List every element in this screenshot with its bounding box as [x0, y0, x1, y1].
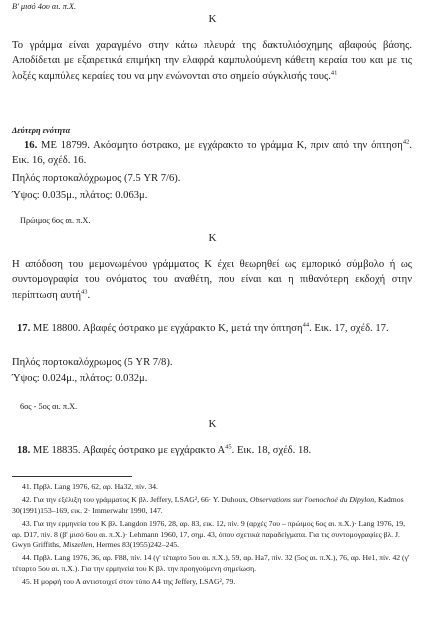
item-16-number: 16. — [24, 140, 38, 151]
letter-k-1: Κ — [208, 13, 217, 25]
paragraph-2-text: Η απόδοση του μεμονωμένου γράμματος Κ έχει θεωρηθεί ως εμπορικό σύμβολο ή ως συντομογραφία του ονόματος του αναθέτη, που είναι και η πιθανότερη εκδοχή στην περίπτωση αυτή — [12, 259, 412, 301]
footnote-ref-44: 44 — [302, 321, 310, 329]
paragraph-1-text: Το γράμμα είναι χαραγμένο στην κάτω πλευρά της δακτυλιόσχημης αβαφούς βάσης. Αποδίδεται με εξαιρετικά επιμήκη την ελαφρά καμπυλούμενη κάθετη κεραία του και με τις λοξές καμπύλες κεραίες του να μην ενώνονται στο σημείο σύγκλισής τους. — [12, 40, 412, 82]
item-18-number: 18. — [17, 445, 31, 456]
letter-k-3: Κ — [208, 418, 217, 430]
footnote-43: 43. Για την ερμηνεία του Κ βλ. Langdon 1976, 28, αρ. 83, εικ. 12, πίν. 9 (αρχές 7ου – πρώιμος 6ος αι. π.Χ.)· Lang 1976, 19, αρ. D17, πίν. 8 (β' μισό 6ου αι. π.Χ.)· Lehmann 1960, 17, σημ. 43, όπου σχετικά παραδείγματα. Για τις συντομογραφίες βλ. J. Gwyn Griffiths, Miszellen, Hermes 83(1955)242–245. — [12, 519, 406, 550]
footnote-44: 44. Πρβλ. Lang 1976, 36, αρ. F88, πίν. 14 (γ' τέταρτο 5ου αι. π.Χ.), 59, αρ. Ha7, πίν. 32 (5ος αι. π.Χ.), 76, αρ. He1, πίν. 42 (γ' τέταρτο 5ου αι. π.Χ.). Για την ερμηνεία του Κ βλ. την προηγούμενη σημείωση. — [12, 553, 410, 573]
item-16-clay: Πηλός πορτοκαλόχρωμος (7.5 YR 7/6). — [12, 173, 181, 184]
item-16-figure-ref: . Εικ. 16, σχέδ. 16. — [12, 140, 412, 167]
footnotes — [12, 482, 412, 588]
item-17-text: ΜΕ 18800. Αβαφές όστρακο με εγχάρακτο Κ, μετά την όπτηση — [30, 323, 303, 334]
item-18-figure-ref: . Εικ. 18, σχέδ. 18. — [231, 445, 312, 456]
item-17-figure-ref: . Εικ. 17, σχέδ. 17. — [309, 323, 389, 334]
item-17-dimensions: Ύψος: 0.024μ., πλάτος: 0.032μ. — [12, 373, 148, 384]
letter-k-2: Κ — [208, 232, 217, 244]
section-heading: Δεύτερη ενότητα — [12, 126, 71, 135]
footnote-ref-42: 42 — [402, 138, 410, 146]
item-17 — [12, 321, 412, 336]
footnote-ref-41: 41 — [330, 69, 338, 77]
item-17-clay: Πηλός πορτοκαλόχρωμος (5 YR 7/8). — [12, 357, 173, 368]
date-label-2: Πρώιμος 6ος αι. π.Χ. — [20, 216, 91, 225]
item-17-number: 17. — [17, 323, 31, 334]
paragraph-2: Η απόδοση του μεμονωμένου γράμματος Κ έχει θεωρηθεί ως εμπορικό σύμβολο ή ως συντομογραφία του ονόματος του αναθέτη, που είναι και η πιθανότερη εκδοχή στην περίπτωση αυτή$^{43}$. — [12, 259, 412, 301]
footnote-ref-43: 43 — [81, 288, 88, 296]
item-16-dimensions: Ύψος: 0.035μ., πλάτος: 0.063μ. — [12, 190, 148, 201]
item-16 — [12, 138, 412, 169]
item-16-text: ΜΕ 18799. Ακόσμητο όστρακο, με εγχάρακτο το γράμμα Κ, πριν από την όπτηση — [37, 140, 403, 151]
paragraph-1 — [12, 38, 412, 84]
date-label-1: Β' μισό 4ου αι. π.Χ. — [12, 2, 77, 11]
footnote-ref-45: 45 — [225, 443, 232, 451]
date-label-3: 6ος - 5ος αι. π.Χ. — [20, 402, 78, 411]
item-18-text: ΜΕ 18835. Αβαφές όστρακο με εγχάρακτο Α — [30, 445, 226, 456]
footnote-41: 41. Πρβλ. Lang 1976, 62, αρ. Ha32, πίν. 34. — [22, 482, 158, 491]
footnote-separator — [12, 476, 132, 477]
footnote-45: 45. Η μορφή του Α αντιστοιχεί στον τύπο Α4 της Jeffery, LSAG², 79. — [22, 577, 236, 587]
footnote-42: 42. Για την εξέλιξη του γράμματος Κ βλ. Jeffery, LSAG², 66· Y. Duhoux, Observations sur l'oenochoé du Dipylon, Kadmos 30(1991)153–169, εικ. 2· Immerwahr 1990, 147. — [12, 495, 404, 515]
item-18 — [12, 443, 412, 458]
